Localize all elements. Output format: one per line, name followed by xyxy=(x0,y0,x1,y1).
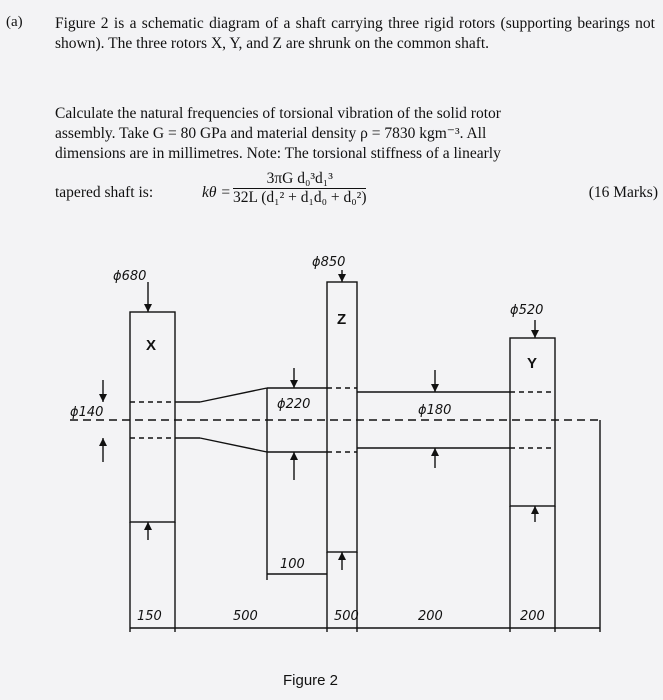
figure-caption: Figure 2 xyxy=(283,672,339,689)
dia-shaft-mid-label: ϕ220 xyxy=(277,397,311,412)
question-label: (a) xyxy=(6,14,23,30)
len-1-label: 150 xyxy=(137,609,162,624)
formula-k: kθ = xyxy=(202,184,231,201)
len-5-label: 200 xyxy=(418,609,443,624)
formula-lead: tapered shaft is: xyxy=(55,184,154,201)
formula-fraction xyxy=(233,170,366,207)
formula-numerator: 3πG d₀³d₁³ xyxy=(233,170,366,189)
rotor-x-label: X xyxy=(146,337,157,354)
formula-denominator: 32L (d₁² + d₁d₀ + d₀²) xyxy=(233,189,367,206)
dia-y-label: ϕ520 xyxy=(510,303,544,318)
task-line-3b: Note: The torsional stiffness of a linearly xyxy=(246,145,501,162)
task-line-3a: dimensions are in millimetres. xyxy=(55,145,243,162)
rotor-y-label: Y xyxy=(527,355,538,372)
formula-row xyxy=(55,170,658,220)
question-task xyxy=(55,104,655,164)
len-3-label: 100 xyxy=(280,557,305,572)
dia-shaft-right-label: ϕ180 xyxy=(418,403,452,418)
len-4-label: 500 xyxy=(334,609,359,624)
dia-z-label: ϕ850 xyxy=(312,255,346,270)
task-line-3 xyxy=(55,144,655,164)
len-2-label: 500 xyxy=(233,609,258,624)
task-line-2: assembly. Take G = 80 GPa and material density ρ = 7830 kgm⁻³. All xyxy=(55,125,487,142)
dia-x-label: ϕ680 xyxy=(113,269,147,284)
task-line-1: Calculate the natural frequencies of torsional vibration of the solid rotor xyxy=(55,105,501,122)
shaft-figure xyxy=(0,240,663,660)
dia-shaft-left-label: ϕ140 xyxy=(70,405,104,420)
question-intro: Figure 2 is a schematic diagram of a shaft carrying three rigid rotors (supporting bearings not shown). The three rotors X, Y, and Z are shrunk on the common shaft. xyxy=(55,15,655,52)
len-6-label: 200 xyxy=(520,609,545,624)
marks: (16 Marks) xyxy=(588,184,658,201)
rotor-z-label: Z xyxy=(337,311,347,328)
